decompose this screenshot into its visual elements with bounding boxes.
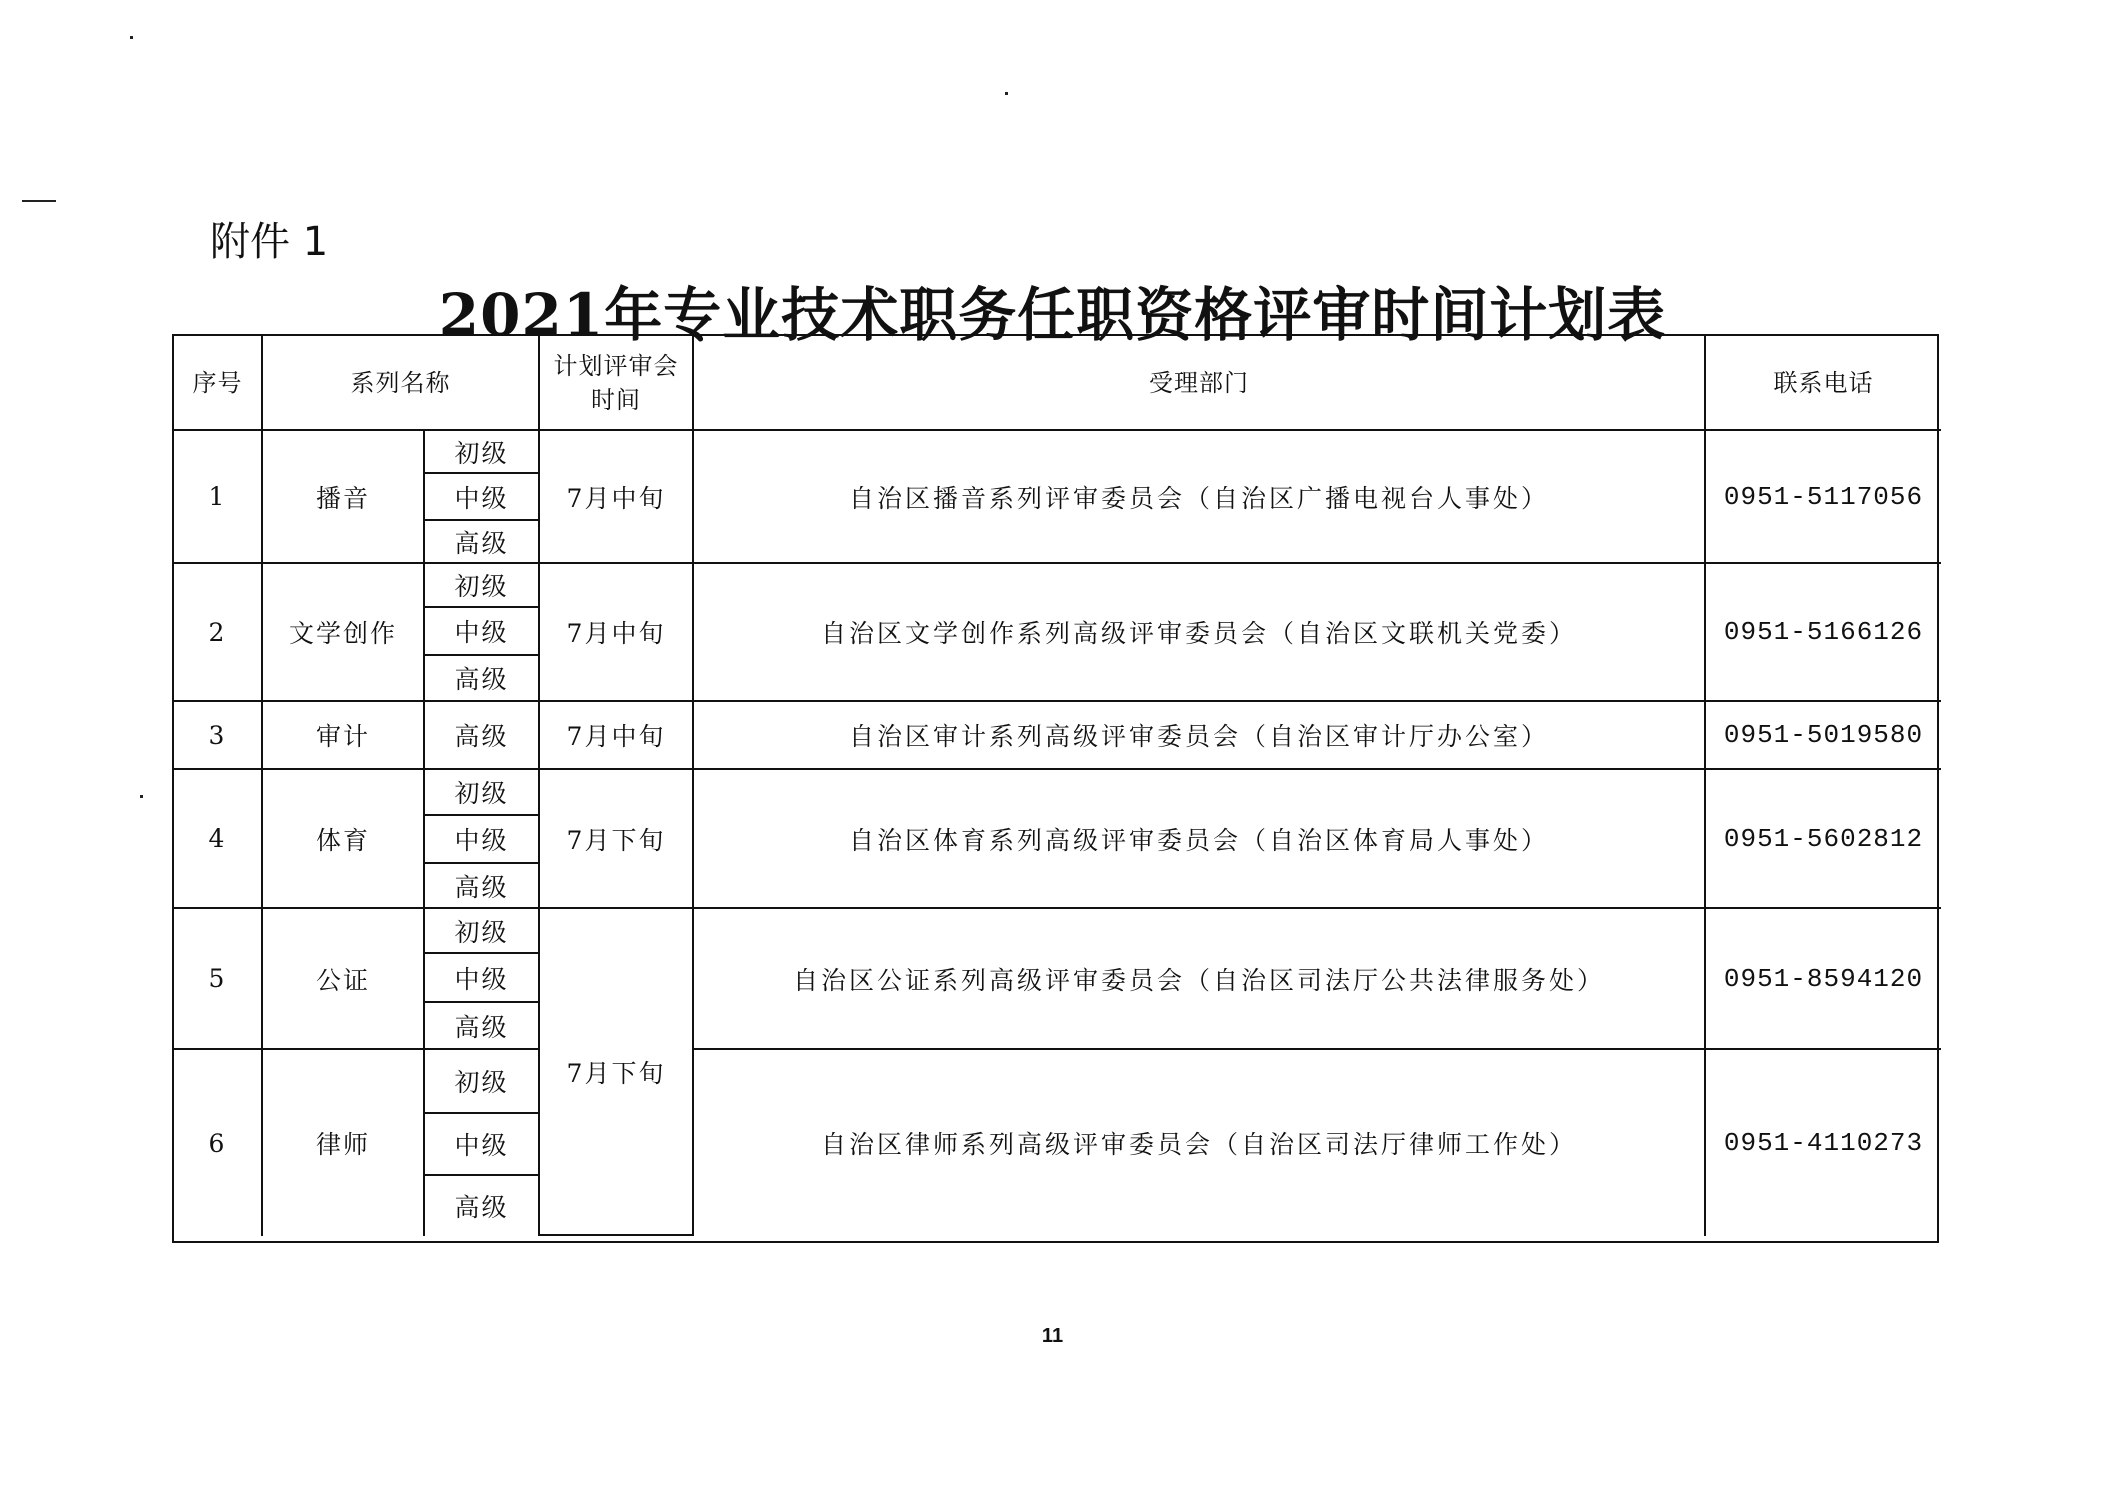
row-6-level-intermediate: 中级 (425, 1114, 540, 1176)
row-6-level-senior: 高级 (425, 1176, 540, 1236)
row-5-series: 公证 (263, 909, 425, 1050)
row-5-level-intermediate: 中级 (425, 954, 540, 1003)
scan-artifact-dot (1005, 92, 1008, 95)
row-2-time: 7月中旬 (540, 564, 694, 702)
header-phone: 联系电话 (1706, 336, 1941, 431)
row-4-level-intermediate: 中级 (425, 816, 540, 864)
row-6-level-junior: 初级 (425, 1050, 540, 1114)
row-4-level-senior: 高级 (425, 864, 540, 909)
row-1-series: 播音 (263, 431, 425, 564)
row-6-department: 自治区律师系列高级评审委员会（自治区司法厅律师工作处） (694, 1050, 1706, 1236)
header-time-line1: 计划评审会 (553, 351, 679, 380)
row-6-index: 6 (174, 1050, 263, 1236)
row-3-department: 自治区审计系列高级评审委员会（自治区审计厅办公室） (694, 702, 1706, 770)
row-4-level-junior: 初级 (425, 770, 540, 816)
row-5-level-junior: 初级 (425, 909, 540, 954)
row-4-series: 体育 (263, 770, 425, 909)
schedule-table (172, 334, 1939, 1243)
row-1-index: 1 (174, 431, 263, 564)
row-3-series: 审计 (263, 702, 425, 770)
row-2-phone: 0951-5166126 (1706, 564, 1941, 702)
row-1-level-senior: 高级 (425, 521, 540, 564)
row-3-level-senior: 高级 (425, 702, 540, 770)
attachment-label: 附件 1 (210, 219, 329, 265)
row-5-index: 5 (174, 909, 263, 1050)
header-time (540, 336, 694, 431)
row-1-level-intermediate: 中级 (425, 474, 540, 521)
scan-artifact-line (22, 200, 56, 202)
row-3-index: 3 (174, 702, 263, 770)
header-index: 序号 (174, 336, 263, 431)
row-6-series: 律师 (263, 1050, 425, 1236)
row-5-department: 自治区公证系列高级评审委员会（自治区司法厅公共法律服务处） (694, 909, 1706, 1050)
header-time-line2: 时间 (591, 385, 641, 414)
row-6-phone: 0951-4110273 (1723, 1128, 1924, 1158)
page-number: 11 (1041, 1325, 1064, 1347)
header-department: 受理部门 (694, 336, 1706, 431)
row-1-department: 自治区播音系列评审委员会（自治区广播电视台人事处） (694, 431, 1706, 564)
row-2-level-junior: 初级 (425, 564, 540, 608)
row-1-level-junior: 初级 (425, 431, 540, 474)
row-2-series: 文学创作 (263, 564, 425, 702)
scan-artifact-dot (140, 795, 143, 798)
row-3-time: 7月中旬 (540, 702, 694, 770)
document-title: 2021年专业技术职务任职资格评审时间计划表 (438, 281, 1667, 349)
row-3-phone: 0951-5019580 (1706, 702, 1941, 770)
row-4-time: 7月下旬 (540, 770, 694, 909)
row-2-department: 自治区文学创作系列高级评审委员会（自治区文联机关党委） (694, 564, 1706, 702)
row-4-department: 自治区体育系列高级评审委员会（自治区体育局人事处） (694, 770, 1706, 909)
row-1-phone: 0951-5117056 (1706, 431, 1941, 564)
row-4-index: 4 (174, 770, 263, 909)
row-4-phone: 0951-5602812 (1706, 770, 1941, 909)
scan-artifact-dot (130, 36, 133, 39)
header-series: 系列名称 (263, 336, 540, 431)
row-5-phone: 0951-8594120 (1706, 909, 1941, 1050)
row-2-level-senior: 高级 (425, 656, 540, 702)
row-1-time: 7月中旬 (540, 431, 694, 564)
row-2-level-intermediate: 中级 (425, 608, 540, 656)
row-2-index: 2 (174, 564, 263, 702)
row-5-6-time: 7月下旬 (540, 909, 694, 1236)
row-5-level-senior: 高级 (425, 1003, 540, 1050)
